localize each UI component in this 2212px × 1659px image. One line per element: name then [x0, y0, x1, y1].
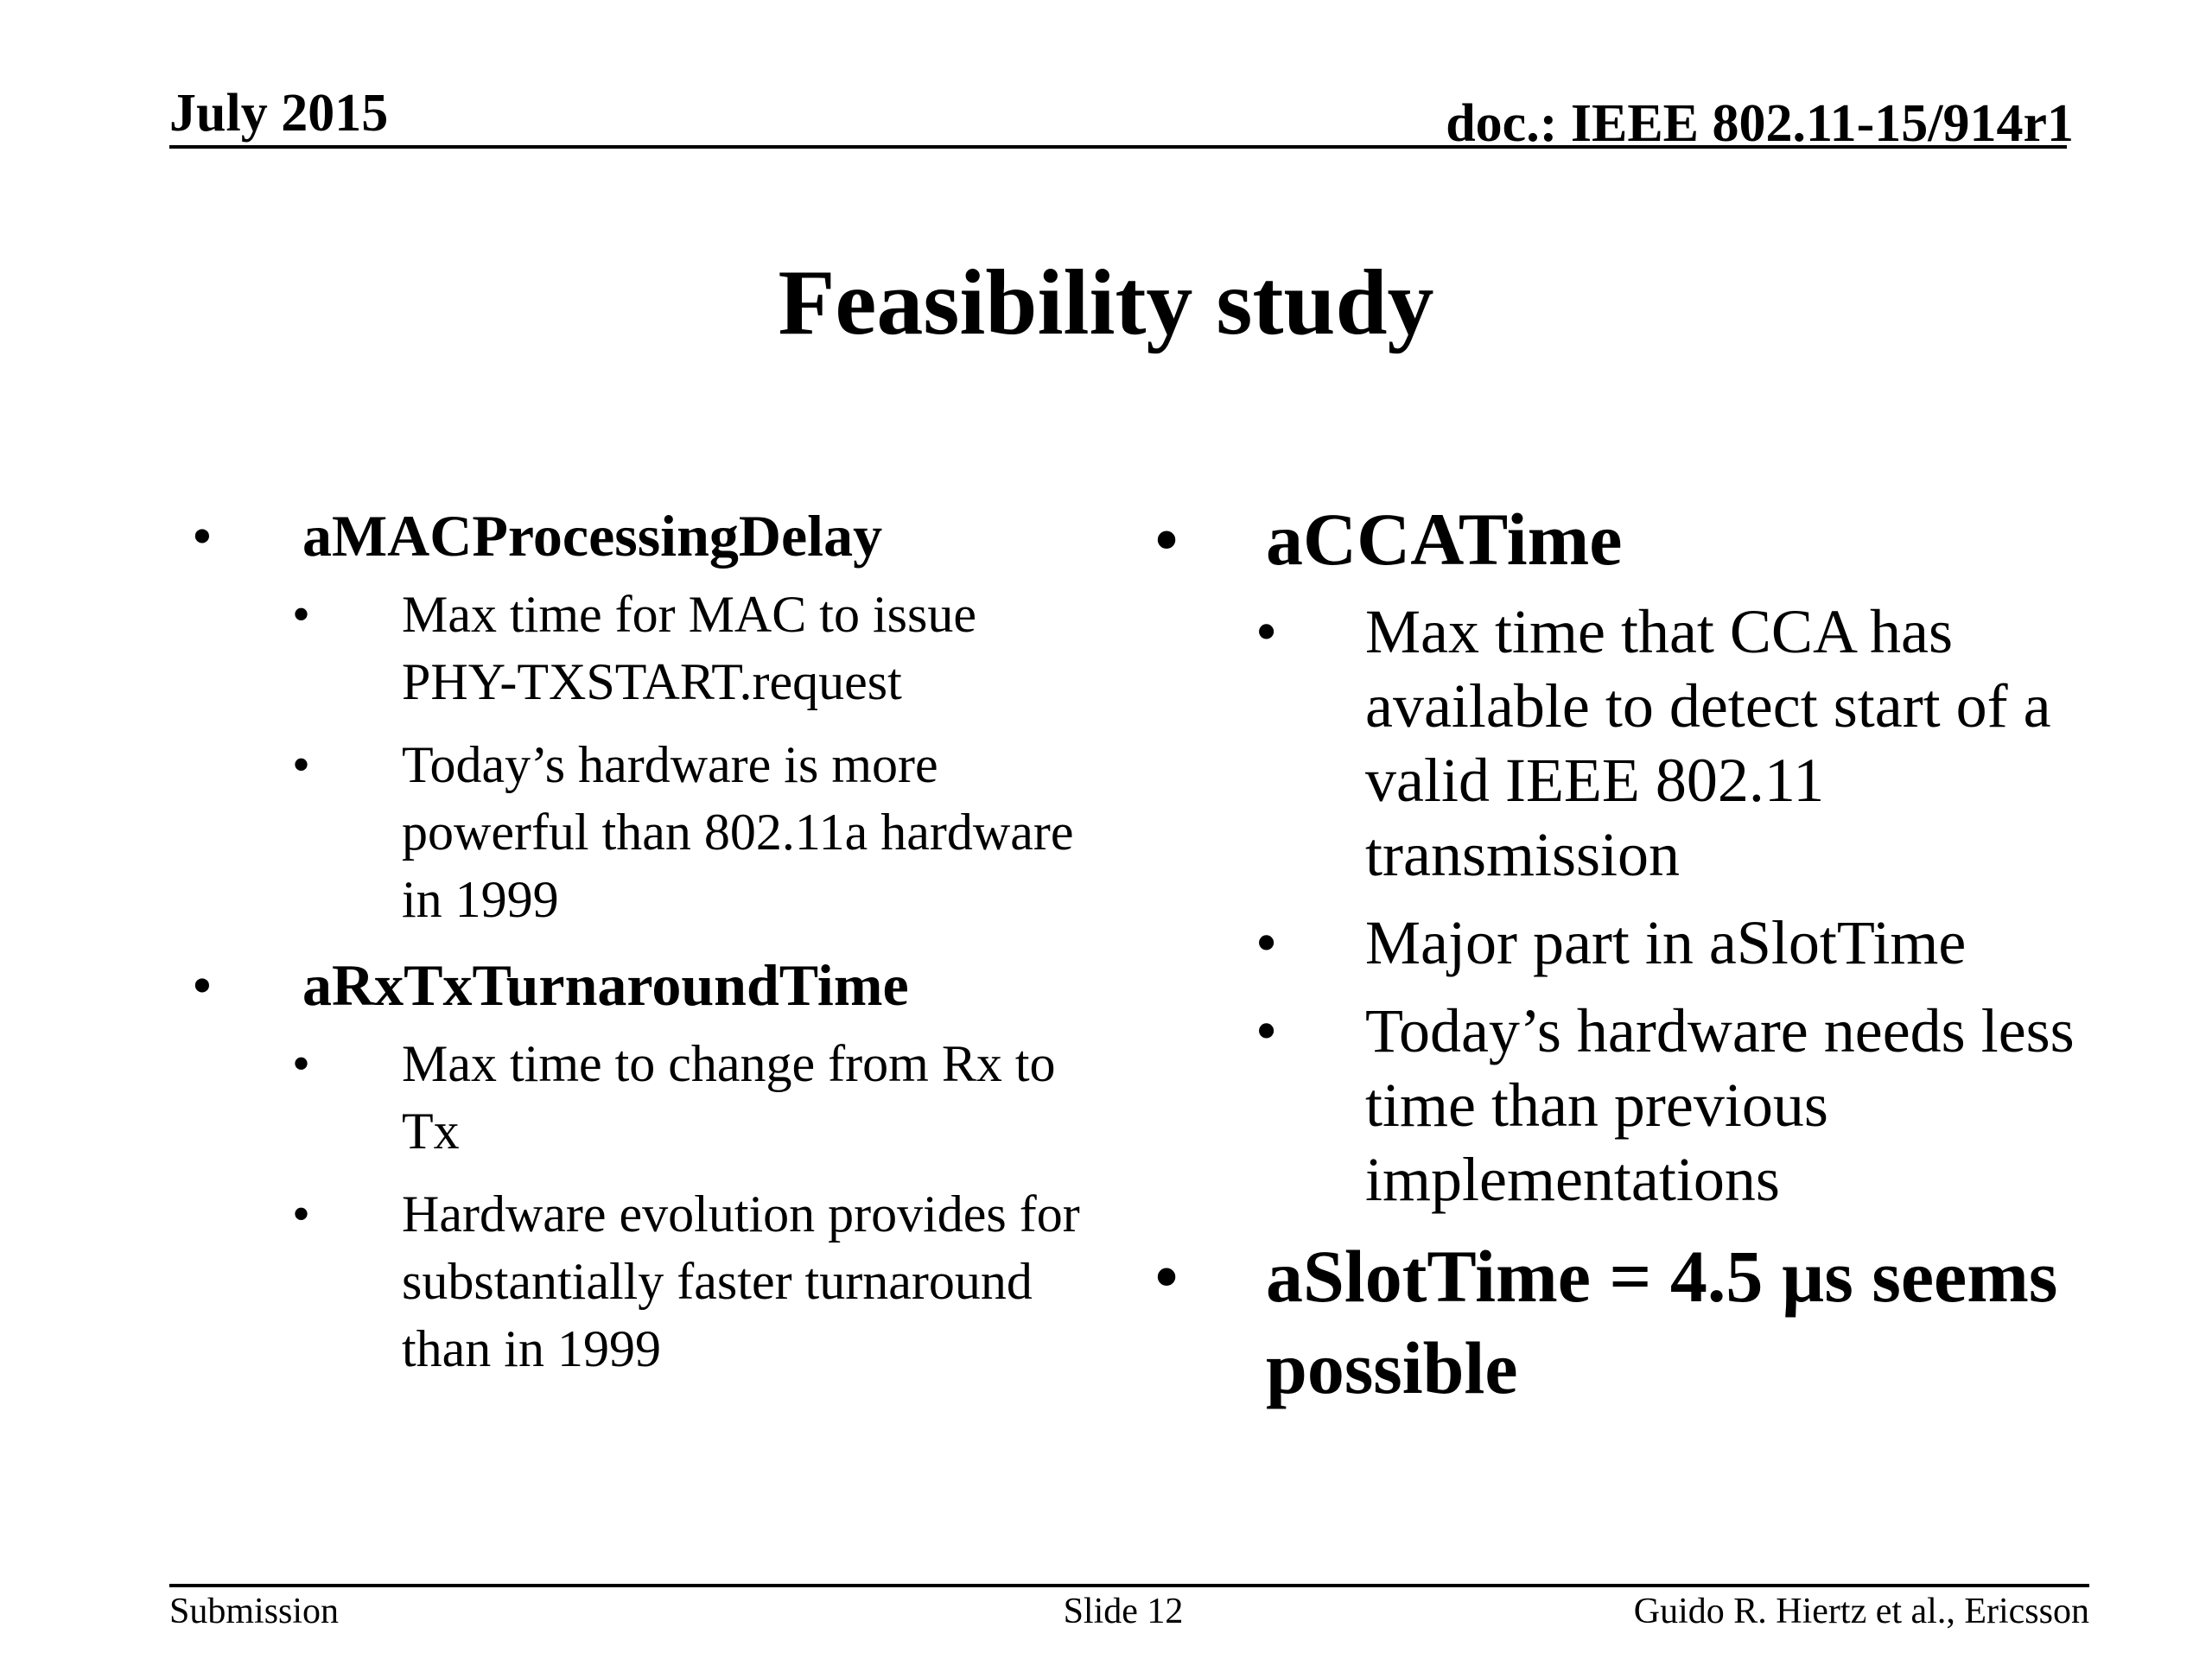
bullet-amacprocessingdelay	[181, 499, 1089, 572]
sub-bullet-text: Max time to change from Rx to Tx	[402, 1035, 1056, 1160]
bullet-icon: •	[1255, 908, 1278, 977]
sub-bullet	[181, 1180, 1089, 1382]
bullet-icon: •	[192, 503, 213, 569]
left-bullet-list	[181, 499, 1089, 1398]
footer-author: Guido R. Hiertz et al., Ericsson	[1633, 1592, 2089, 1631]
header-doc-id: doc.: IEEE 802.11-15/914r1	[1446, 94, 2074, 153]
sub-bullet	[1145, 594, 2095, 892]
sub-bullet-text: Today’s hardware needs less time than previous implementations	[1365, 996, 2075, 1214]
bullet-icon: •	[1154, 498, 1180, 581]
bullet-icon: •	[192, 952, 213, 1018]
sub-bullet-text: Hardware evolution provides for substantially faster turnaround than in 1999	[402, 1185, 1080, 1377]
sub-bullet-text: Major part in aSlotTime	[1365, 908, 1967, 977]
footer-submission: Submission	[169, 1592, 340, 1631]
sub-bullet	[1145, 994, 2095, 1217]
header-date: July 2015	[169, 84, 389, 143]
sub-bullet	[181, 581, 1089, 715]
footer-slide-number: Slide 12	[1063, 1592, 1184, 1631]
sub-bullet-text: Max time for MAC to issue PHY-TXSTART.request	[402, 586, 976, 710]
bullet-label: aCCATime	[1266, 498, 1623, 581]
bullet-icon: •	[292, 736, 311, 793]
sub-bullet-text: Max time that CCA has available to detect start of a valid IEEE 802.11 transmission	[1365, 597, 2051, 889]
sub-bullet	[181, 731, 1089, 933]
bullet-accatime	[1145, 496, 2095, 582]
header-divider	[169, 145, 2067, 149]
bullet-icon: •	[292, 1185, 311, 1243]
footer-divider	[169, 1584, 2089, 1587]
bullet-label: aRxTxTurnaroundTime	[302, 952, 909, 1018]
right-bullet-list	[1145, 496, 2095, 1426]
bullet-icon: •	[1255, 996, 1278, 1065]
bullet-icon: •	[1255, 597, 1278, 666]
bullet-aslottime-conclusion	[1145, 1230, 2095, 1414]
bullet-icon: •	[292, 1035, 311, 1092]
bullet-label: aMACProcessingDelay	[302, 503, 883, 569]
bullet-arxtxturnaroundtime	[181, 949, 1089, 1021]
bullet-icon: •	[292, 586, 311, 643]
sub-bullet	[1145, 906, 2095, 980]
sub-bullet-text: Today’s hardware is more powerful than 802.11a hardware in 1999	[402, 736, 1074, 928]
sub-bullet	[181, 1030, 1089, 1165]
slide-title: Feasibility study	[778, 251, 1434, 354]
bullet-icon: •	[1154, 1235, 1180, 1318]
bullet-label: aSlotTime = 4.5 µs seems possible	[1266, 1235, 2058, 1409]
